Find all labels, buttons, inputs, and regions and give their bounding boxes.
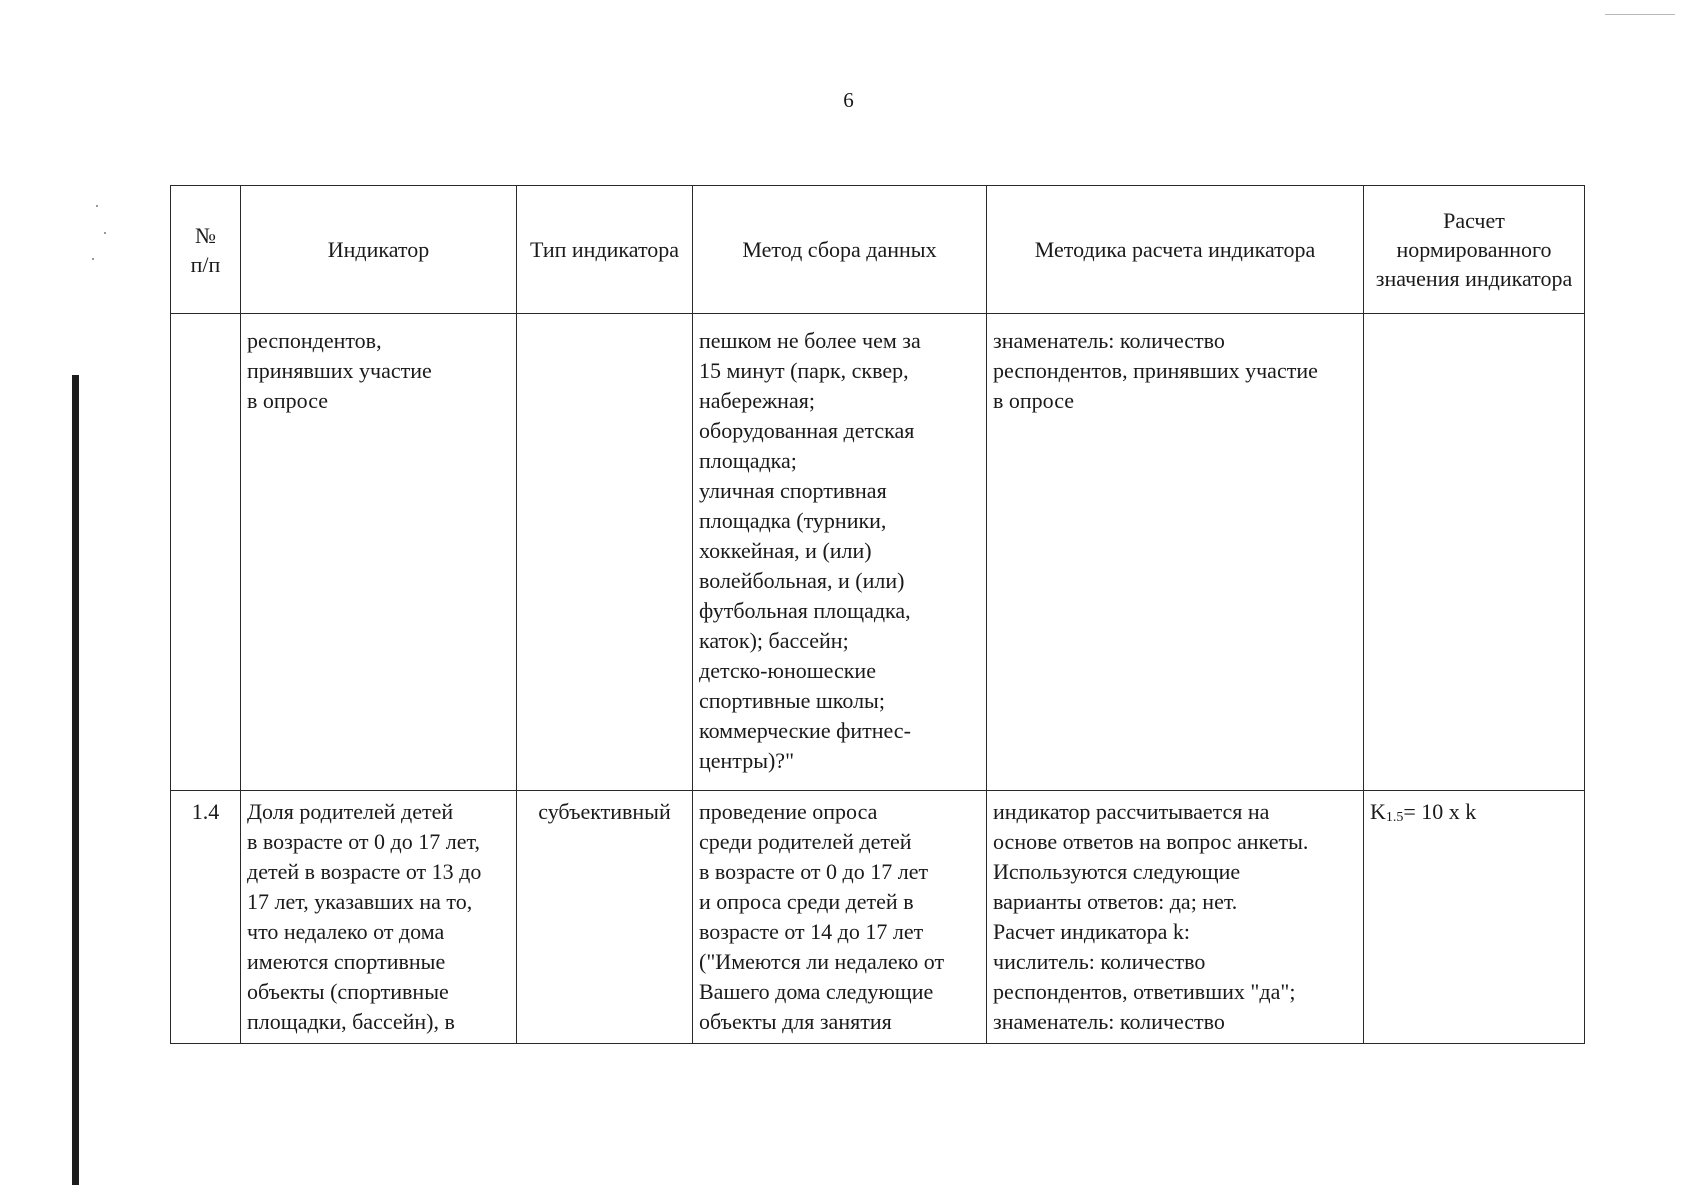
scan-speck bbox=[96, 205, 98, 207]
scan-artifact bbox=[1605, 14, 1675, 19]
cell-type: субъективный bbox=[517, 791, 693, 1044]
formula-subscript: 1.5 bbox=[1385, 810, 1404, 825]
indicator-table bbox=[170, 185, 1585, 1044]
scan-speck bbox=[104, 232, 106, 234]
table-body bbox=[171, 314, 1585, 1044]
cell-num: 1.4 bbox=[171, 791, 241, 1044]
formula-symbol: K bbox=[1370, 799, 1386, 824]
table-row bbox=[171, 314, 1585, 791]
cell-indicator: респондентов, принявших участие в опросе bbox=[241, 314, 517, 791]
cell-norm bbox=[1364, 314, 1585, 791]
header-row bbox=[171, 186, 1585, 314]
cell-method: пешком не более чем за 15 минут (парк, сквер, набережная; оборудованная детская площадка; уличная спортивная площадка (турники, хоккейная, и (или) волейбольная, и (или) футбольная площадка, каток); бассейн; детско-юношеские спортивные школы; коммерческие фитнес- центры)?" bbox=[693, 314, 987, 791]
header-num: № п/п bbox=[171, 186, 241, 314]
cell-method: проведение опроса среди родителей детей в возрасте от 0 до 17 лет и опроса среди детей в возрасте от 14 до 17 лет ("Имеются ли недалеко от Вашего дома следующие объекты для занятия bbox=[693, 791, 987, 1044]
cell-type bbox=[517, 314, 693, 791]
cell-num bbox=[171, 314, 241, 791]
cell-calc: знаменатель: количество респондентов, принявших участие в опросе bbox=[987, 314, 1364, 791]
header-calc: Методика расчета индикатора bbox=[987, 186, 1364, 314]
binding-edge-mark bbox=[72, 375, 79, 1185]
header-method: Метод сбора данных bbox=[693, 186, 987, 314]
cell-indicator: Доля родителей детей в возрасте от 0 до 17 лет, детей в возрасте от 13 до 17 лет, указавших на то, что недалеко от дома имеются спортивные объекты (спортивные площадки, бассейн), в bbox=[241, 791, 517, 1044]
header-norm: Расчет нормированного значения индикатора bbox=[1364, 186, 1585, 314]
table-header bbox=[171, 186, 1585, 314]
header-type: Тип индикатора bbox=[517, 186, 693, 314]
cell-calc: индикатор рассчитывается на основе ответов на вопрос анкеты. Используются следующие варианты ответов: да; нет. Расчет индикатора k: числитель: количество респондентов, ответивших "да"; знаменатель: количество bbox=[987, 791, 1364, 1044]
table-row bbox=[171, 791, 1585, 1044]
header-indicator: Индикатор bbox=[241, 186, 517, 314]
formula-rest: = 10 x k bbox=[1403, 799, 1477, 824]
cell-norm-formula bbox=[1364, 791, 1585, 1044]
scan-speck bbox=[92, 258, 94, 260]
page-number: 6 bbox=[843, 88, 854, 112]
